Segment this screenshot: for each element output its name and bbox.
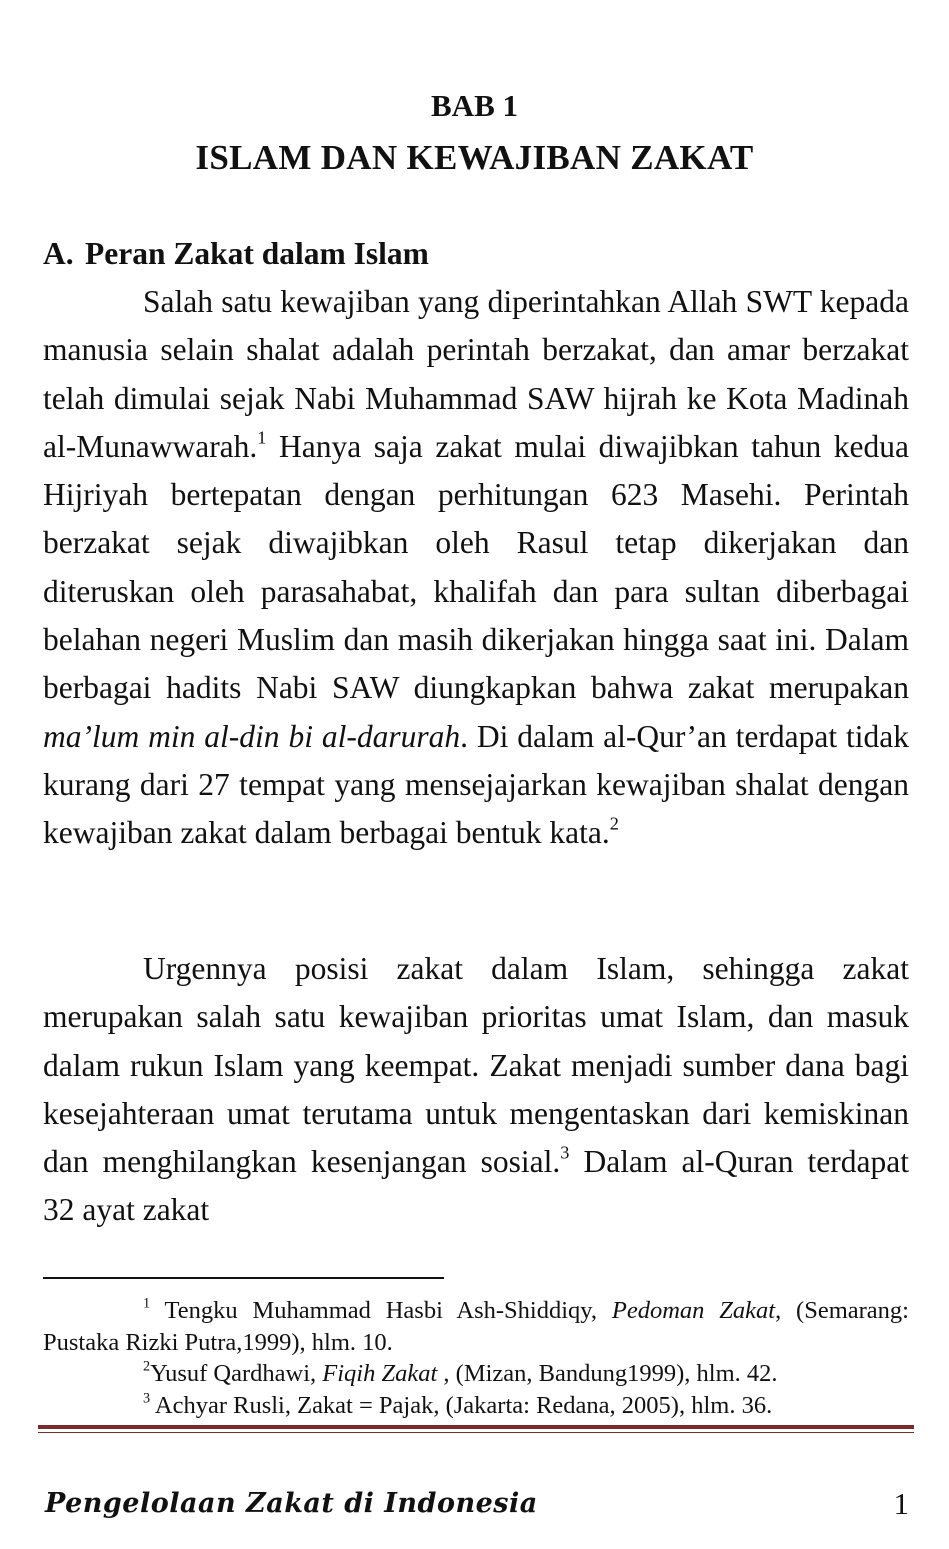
footnote-text: , (Mizan, Bandung1999), hlm. 42. (437, 1360, 778, 1387)
footnote-text: Tengku Muhammad Hasbi Ash-Shiddiqy, (150, 1297, 612, 1324)
footnote-1 (43, 1295, 909, 1359)
footnote-divider (43, 1277, 444, 1279)
section-title: Peran Zakat dalam Islam (85, 236, 429, 271)
paragraph-text: Dalam al-Quran terdapat 32 ayat zakat (43, 1144, 909, 1228)
footnote-text: , (Semarang: Pustaka Rizki Putra,1999), hlm. 10. (43, 1297, 909, 1356)
footnote-italic: Pedoman Zakat (611, 1297, 776, 1324)
footnote-text: Achyar Rusli, Zakat = Pajak, (Jakarta: Redana, 2005), hlm. 36. (150, 1392, 773, 1419)
footnote-text: Yusuf Qardhawi, (150, 1360, 323, 1387)
footnote-number: 2 (143, 1358, 151, 1375)
body-paragraph-1 (43, 278, 909, 858)
footnote-italic: Fiqih Zakat (322, 1360, 438, 1387)
footer-rule-thin (38, 1432, 914, 1433)
footnote-2 (43, 1358, 909, 1390)
paragraph-text: . Di dalam al-Qur’an terdapat tidak kurang dari 27 tempat yang mensejajarkan kewajiban shalat dengan kewajiban zakat dalam berbagai bentuk kata. (43, 718, 909, 851)
running-title: Pengelolaan Zakat di Indonesia (45, 1488, 538, 1519)
footer-rule (38, 1425, 914, 1429)
footnote-3 (43, 1390, 909, 1422)
page-number: 1 (893, 1486, 909, 1521)
italic-phrase: ma’lum min al-din bi al-darurah (43, 718, 461, 754)
footnote-number: 1 (143, 1295, 151, 1312)
section-heading (43, 232, 429, 276)
paragraph-text: Hanya saja zakat mulai diwajibkan tahun kedua Hijriyah bertepatan dengan perhitungan 623 Masehi. Perintah berzakat sejak diwajibkan oleh Rasul tetap dikerjakan dan diteruskan oleh parasahabat, khalifah dan para sultan diberbagai belahan negeri Muslim dan masih dikerjakan hingga saat ini. Dalam berbagai hadits Nabi SAW diungkapkan bahwa zakat merupakan (43, 428, 909, 706)
section-marker: A. (43, 236, 74, 271)
paragraph-text: Salah satu kewajiban yang diperintahkan Allah SWT kepada manusia selain shalat adalah perintah berzakat, dan amar berzakat telah dimulai sejak Nabi Muhammad SAW hijrah ke Kota Madinah al-Munawwarah. (43, 284, 909, 464)
body-paragraph-2 (43, 945, 909, 1235)
paragraph-text: Urgennya posisi zakat dalam Islam, sehingga zakat merupakan salah satu kewajiban prioritas umat Islam, dan masuk dalam rukun Islam yang keempat. Zakat menjadi sumber dana bagi kesejahteraan umat terutama untuk mengentaskan dari kemiskinan dan menghilangkan kesenjangan sosial. (43, 951, 909, 1180)
footnote-number: 3 (143, 1390, 151, 1407)
chapter-title: ISLAM DAN KEWAJIBAN ZAKAT (195, 138, 754, 177)
footnote-ref: 1 (257, 427, 267, 448)
footnote-ref: 2 (609, 813, 619, 834)
footnote-ref: 3 (560, 1142, 570, 1163)
chapter-label: BAB 1 (431, 88, 518, 123)
